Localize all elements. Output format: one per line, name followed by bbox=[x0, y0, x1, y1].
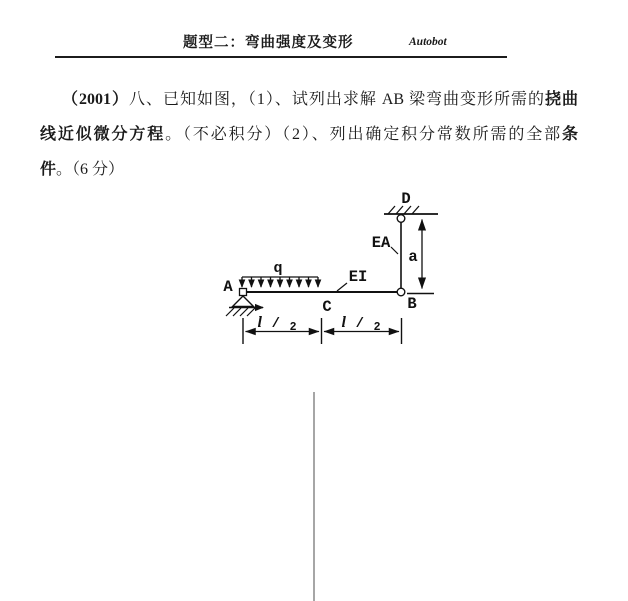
beam-diagram bbox=[218, 186, 468, 350]
text-segment: （2001） bbox=[62, 91, 129, 108]
header-divider bbox=[55, 56, 507, 58]
load-label: q bbox=[273, 260, 283, 277]
header-title: 题型二：弯曲强度及变形 bbox=[183, 35, 354, 51]
text-segment: 。（6 分） bbox=[56, 161, 125, 178]
point-b-label: B bbox=[407, 295, 417, 313]
hinge-d-icon bbox=[397, 215, 405, 223]
fixed-support-icon bbox=[384, 206, 438, 214]
text-segment: 挠曲 bbox=[544, 91, 578, 108]
vertical-divider bbox=[313, 392, 315, 601]
text-segment: 线近似微分方程 bbox=[40, 126, 166, 143]
rod-stiffness-label: EA bbox=[371, 234, 391, 252]
point-c-label: C bbox=[322, 298, 332, 316]
point-d-label: D bbox=[401, 190, 411, 208]
header-watermark: Autobot bbox=[409, 36, 447, 48]
problem-line-1 bbox=[40, 82, 578, 117]
problem-statement bbox=[40, 82, 578, 187]
rod-length-label: a bbox=[408, 248, 418, 266]
distributed-load-icon bbox=[242, 277, 318, 287]
text-segment: 八、已知如图，（1）、试列出求解 AB 梁弯曲变形所需的 bbox=[128, 91, 545, 108]
hinge-b-icon bbox=[397, 288, 405, 296]
beam-stiffness-label: EI bbox=[348, 268, 368, 286]
ea-leader-line bbox=[391, 247, 398, 254]
problem-line-2 bbox=[40, 117, 578, 152]
text-segment: 条 bbox=[561, 126, 578, 143]
problem-line-3 bbox=[40, 152, 578, 187]
span-right-label: l / 2 bbox=[341, 314, 381, 334]
text-segment: 。（不必积分）（2）、列出确定积分常数所需的全部 bbox=[165, 126, 562, 143]
text-segment: 件 bbox=[40, 161, 57, 178]
ei-leader-line bbox=[337, 283, 347, 291]
support-a-label: A bbox=[223, 278, 233, 296]
span-left-label: l / 2 bbox=[257, 314, 297, 334]
